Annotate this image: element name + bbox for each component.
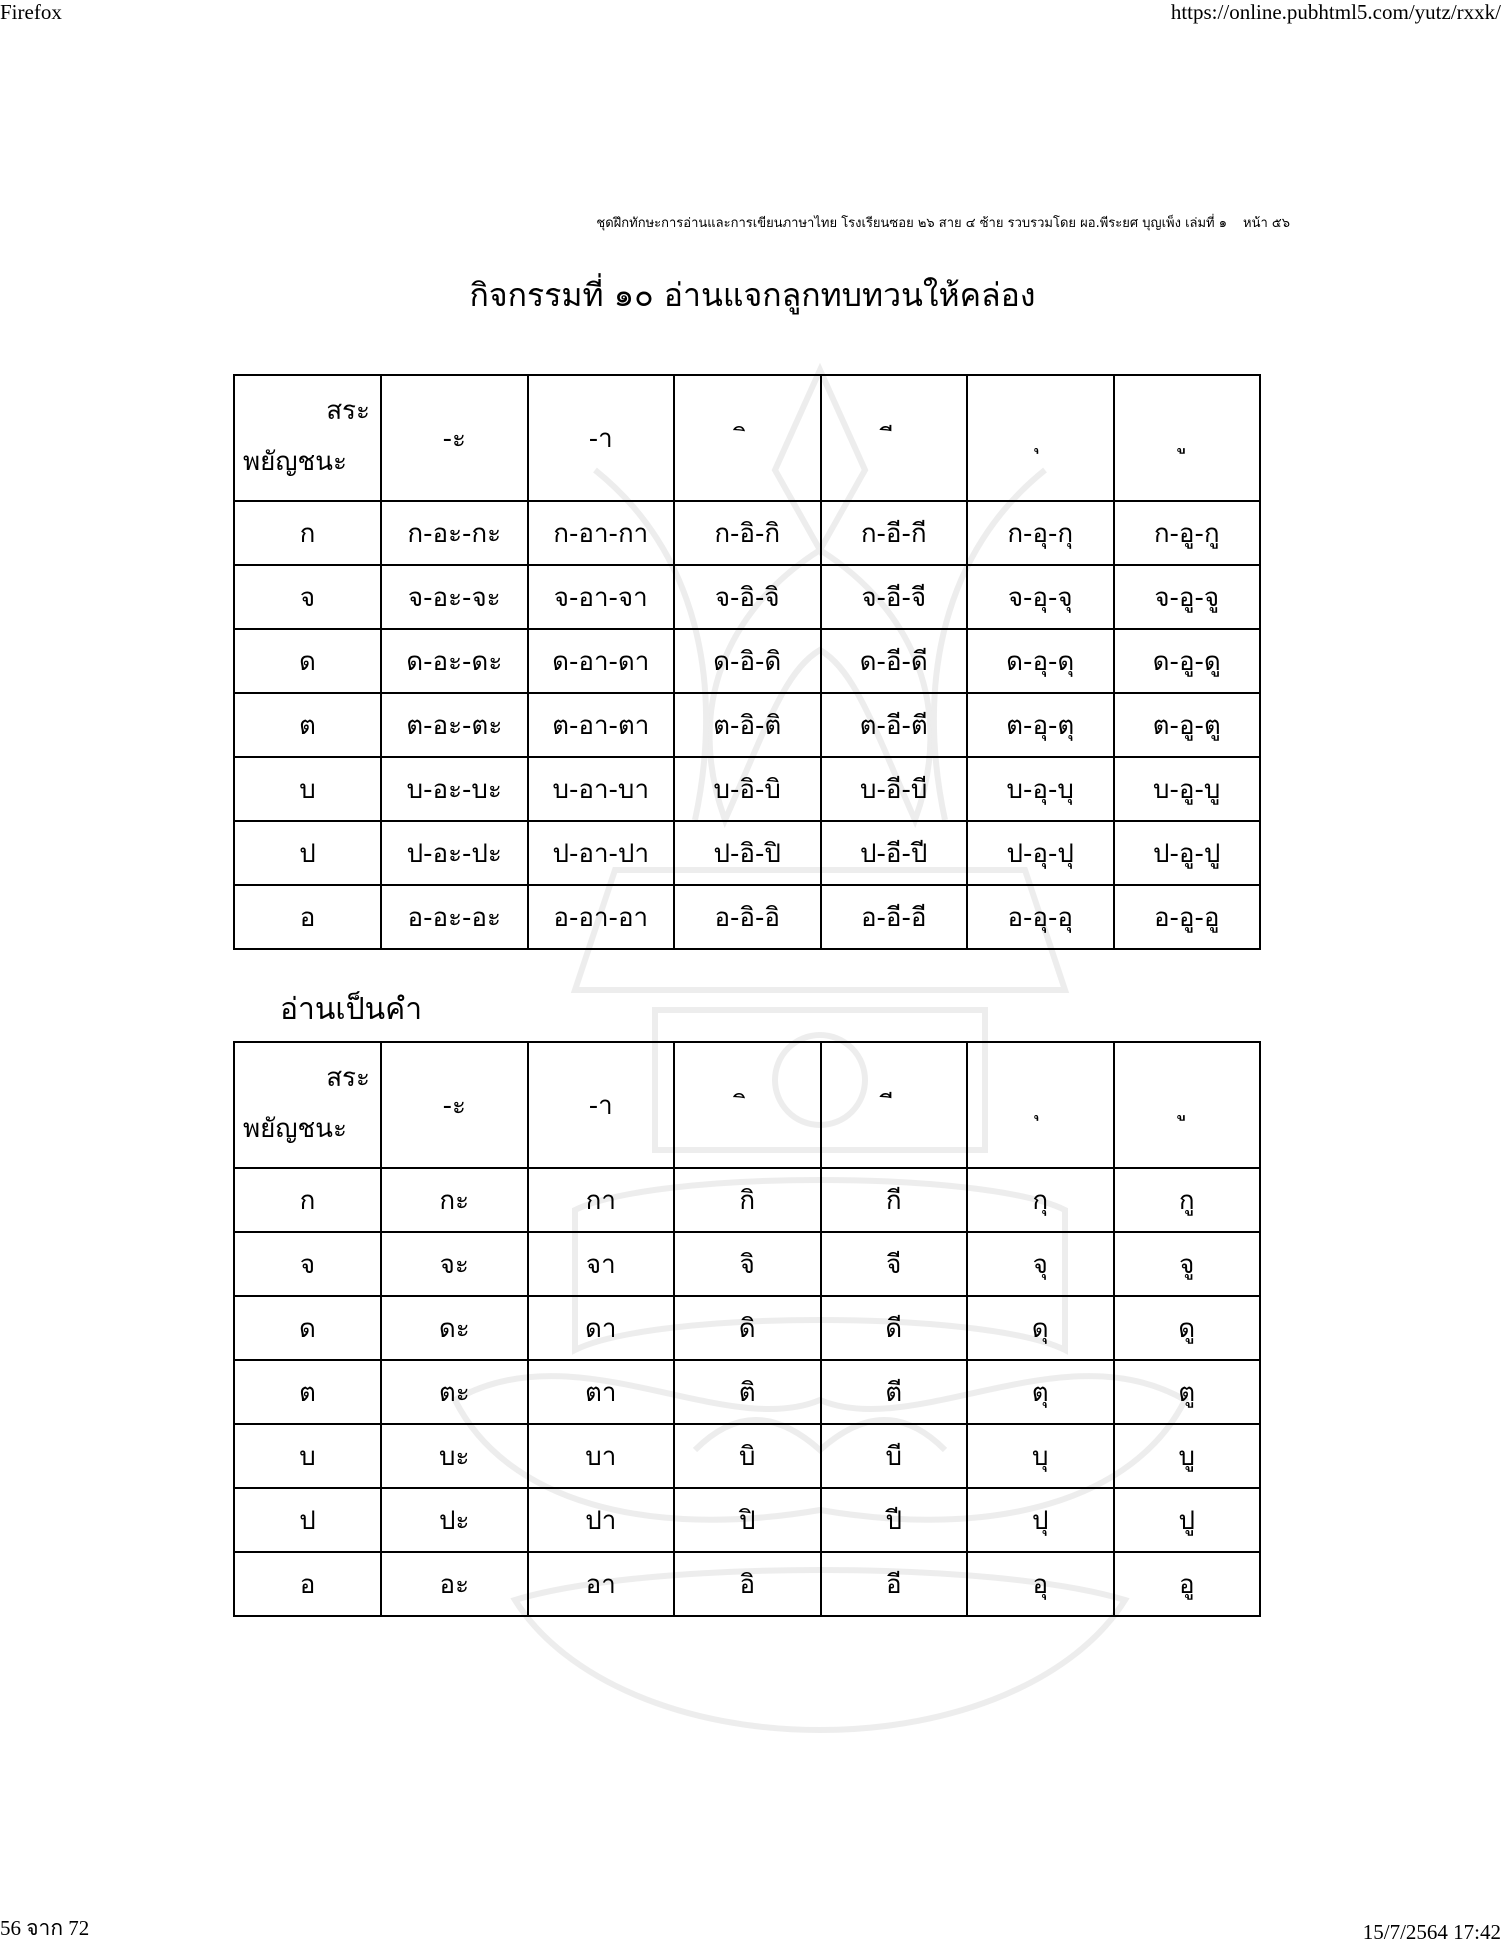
- syllable-cell: ด-อิ-ดิ: [674, 629, 821, 693]
- consonant-cell: ป: [234, 821, 381, 885]
- syllable-cell: ต-อา-ตา: [528, 693, 675, 757]
- vowel-header: -ะ: [381, 1042, 528, 1168]
- table-row: [234, 1168, 1260, 1232]
- syllable-cell: อ-อี-อี: [821, 885, 968, 949]
- word-cell: ปา: [528, 1488, 675, 1552]
- consonant-cell: จ: [234, 1232, 381, 1296]
- section-heading: อ่านเป็นคำ: [280, 992, 423, 1027]
- vowel-header: [821, 1042, 968, 1168]
- header-text: ชุดฝึกทักษะการอ่านและการเขียนภาษาไทย โรงเรียนซอย ๒๖ สาย ๔ ซ้าย รวบรวมโดย ผอ.พีระยศ บุญเพ็ง เล่มที่ ๑: [596, 216, 1228, 231]
- syllable-cell: ด-อู-ดู: [1114, 629, 1261, 693]
- word-cell: ตู: [1114, 1360, 1261, 1424]
- syllable-cell: ป-อุ-ปุ: [967, 821, 1114, 885]
- browser-url: https://online.pubhtml5.com/yutz/rxxk/: [1170, 0, 1501, 24]
- word-cell: ดะ: [381, 1296, 528, 1360]
- word-cell: อา: [528, 1552, 675, 1616]
- syllable-cell: ก-อิ-กิ: [674, 501, 821, 565]
- word-cell: ปู: [1114, 1488, 1261, 1552]
- syllable-cell: จ-อิ-จิ: [674, 565, 821, 629]
- table-row: [234, 1296, 1260, 1360]
- word-cell: บะ: [381, 1424, 528, 1488]
- syllable-cell: ด-อี-ดี: [821, 629, 968, 693]
- word-cell: จี: [821, 1232, 968, 1296]
- vowel-header: [967, 375, 1114, 501]
- table-row: [234, 629, 1260, 693]
- syllable-cell: บ-อี-บี: [821, 757, 968, 821]
- vowel-header: -ะ: [381, 375, 528, 501]
- table-row: [234, 693, 1260, 757]
- syllable-cell: อ-อู-อู: [1114, 885, 1261, 949]
- consonant-cell: ก: [234, 501, 381, 565]
- consonant-cell: อ: [234, 1552, 381, 1616]
- syllable-cell: ก-อา-กา: [528, 501, 675, 565]
- word-cell: ปุ: [967, 1488, 1114, 1552]
- table-header-row: [234, 375, 1260, 501]
- vowel-header: [674, 375, 821, 501]
- word-cell: ติ: [674, 1360, 821, 1424]
- syllable-spelling-table: [233, 374, 1261, 950]
- vowel-header: [967, 1042, 1114, 1168]
- consonant-cell: บ: [234, 757, 381, 821]
- syllable-cell: จ-อา-จา: [528, 565, 675, 629]
- word-cell: ตุ: [967, 1360, 1114, 1424]
- word-cell: อู: [1114, 1552, 1261, 1616]
- word-cell: อี: [821, 1552, 968, 1616]
- table-header-row: [234, 1042, 1260, 1168]
- word-reading-table: [233, 1041, 1261, 1617]
- page-number: หน้า ๕๖: [1243, 216, 1290, 231]
- word-cell: จุ: [967, 1232, 1114, 1296]
- vowel-axis-label: สระ: [326, 1063, 370, 1093]
- syllable-cell: บ-อา-บา: [528, 757, 675, 821]
- syllable-cell: อ-อุ-อุ: [967, 885, 1114, 949]
- word-cell: ปะ: [381, 1488, 528, 1552]
- table-row: [234, 1488, 1260, 1552]
- vowel-header: [674, 1042, 821, 1168]
- consonant-cell: อ: [234, 885, 381, 949]
- word-cell: ดา: [528, 1296, 675, 1360]
- browser-title: Firefox: [0, 0, 62, 24]
- syllable-cell: บ-อุ-บุ: [967, 757, 1114, 821]
- syllable-cell: ด-อา-ดา: [528, 629, 675, 693]
- syllable-cell: ก-อี-กี: [821, 501, 968, 565]
- word-cell: กะ: [381, 1168, 528, 1232]
- corner-header: [234, 1042, 381, 1168]
- consonant-cell: ต: [234, 693, 381, 757]
- syllable-cell: ก-อู-กู: [1114, 501, 1261, 565]
- syllable-cell: จ-อะ-จะ: [381, 565, 528, 629]
- table-row: [234, 885, 1260, 949]
- document-header: [420, 212, 1290, 233]
- word-cell: บู: [1114, 1424, 1261, 1488]
- syllable-cell: ก-อะ-กะ: [381, 501, 528, 565]
- syllable-cell: ต-อู-ตู: [1114, 693, 1261, 757]
- syllable-cell: ต-อุ-ตุ: [967, 693, 1114, 757]
- word-cell: บี: [821, 1424, 968, 1488]
- syllable-cell: ต-อะ-ตะ: [381, 693, 528, 757]
- syllable-cell: บ-อิ-บิ: [674, 757, 821, 821]
- vowel-axis-label: สระ: [326, 396, 370, 426]
- word-cell: กา: [528, 1168, 675, 1232]
- word-cell: ตี: [821, 1360, 968, 1424]
- table-row: [234, 821, 1260, 885]
- syllable-cell: ป-อะ-ปะ: [381, 821, 528, 885]
- syllable-cell: ป-อู-ปู: [1114, 821, 1261, 885]
- word-cell: กี: [821, 1168, 968, 1232]
- consonant-cell: จ: [234, 565, 381, 629]
- consonant-cell: บ: [234, 1424, 381, 1488]
- syllable-cell: อ-อะ-อะ: [381, 885, 528, 949]
- word-cell: จิ: [674, 1232, 821, 1296]
- consonant-axis-label: พยัญชนะ: [243, 447, 347, 477]
- syllable-cell: ต-อี-ตี: [821, 693, 968, 757]
- word-cell: บิ: [674, 1424, 821, 1488]
- syllable-cell: จ-อู-จู: [1114, 565, 1261, 629]
- word-cell: อิ: [674, 1552, 821, 1616]
- word-cell: กิ: [674, 1168, 821, 1232]
- syllable-cell: บ-อะ-บะ: [381, 757, 528, 821]
- vowel-header: -า: [528, 1042, 675, 1168]
- word-cell: จา: [528, 1232, 675, 1296]
- page-counter: 56 จาก 72: [0, 1916, 90, 1940]
- word-cell: ตะ: [381, 1360, 528, 1424]
- syllable-cell: ด-อะ-ดะ: [381, 629, 528, 693]
- vowel-header: [1114, 375, 1261, 501]
- word-cell: ปี: [821, 1488, 968, 1552]
- word-cell: ตา: [528, 1360, 675, 1424]
- word-cell: ดิ: [674, 1296, 821, 1360]
- activity-title: กิจกรรมที่ ๑๐ อ่านแจกลูกทบทวนให้คล่อง: [469, 276, 1036, 314]
- syllable-cell: ป-อิ-ปิ: [674, 821, 821, 885]
- consonant-axis-label: พยัญชนะ: [243, 1114, 347, 1144]
- consonant-cell: ก: [234, 1168, 381, 1232]
- word-cell: อุ: [967, 1552, 1114, 1616]
- syllable-cell: ก-อุ-กุ: [967, 501, 1114, 565]
- syllable-cell: ต-อิ-ติ: [674, 693, 821, 757]
- word-cell: ดี: [821, 1296, 968, 1360]
- syllable-cell: อ-อา-อา: [528, 885, 675, 949]
- table-row: [234, 565, 1260, 629]
- syllable-cell: บ-อู-บู: [1114, 757, 1261, 821]
- word-cell: บา: [528, 1424, 675, 1488]
- consonant-cell: ต: [234, 1360, 381, 1424]
- word-cell: กู: [1114, 1168, 1261, 1232]
- corner-header: [234, 375, 381, 501]
- word-cell: อะ: [381, 1552, 528, 1616]
- syllable-cell: อ-อิ-อิ: [674, 885, 821, 949]
- word-cell: จู: [1114, 1232, 1261, 1296]
- print-datetime: 15/7/2564 17:42: [1362, 1920, 1501, 1944]
- consonant-cell: ด: [234, 629, 381, 693]
- word-cell: ดู: [1114, 1296, 1261, 1360]
- table-row: [234, 757, 1260, 821]
- syllable-cell: จ-อุ-จุ: [967, 565, 1114, 629]
- vowel-header: [821, 375, 968, 501]
- table-row: [234, 1232, 1260, 1296]
- syllable-cell: ป-อา-ปา: [528, 821, 675, 885]
- word-cell: ดุ: [967, 1296, 1114, 1360]
- table-row: [234, 1360, 1260, 1424]
- vowel-header: -า: [528, 375, 675, 501]
- vowel-header: [1114, 1042, 1261, 1168]
- syllable-cell: ป-อี-ปี: [821, 821, 968, 885]
- table-row: [234, 1424, 1260, 1488]
- syllable-cell: จ-อี-จี: [821, 565, 968, 629]
- word-cell: บุ: [967, 1424, 1114, 1488]
- table-row: [234, 501, 1260, 565]
- word-cell: กุ: [967, 1168, 1114, 1232]
- syllable-cell: ด-อุ-ดุ: [967, 629, 1114, 693]
- consonant-cell: ป: [234, 1488, 381, 1552]
- consonant-cell: ด: [234, 1296, 381, 1360]
- word-cell: ปิ: [674, 1488, 821, 1552]
- word-cell: จะ: [381, 1232, 528, 1296]
- table-row: [234, 1552, 1260, 1616]
